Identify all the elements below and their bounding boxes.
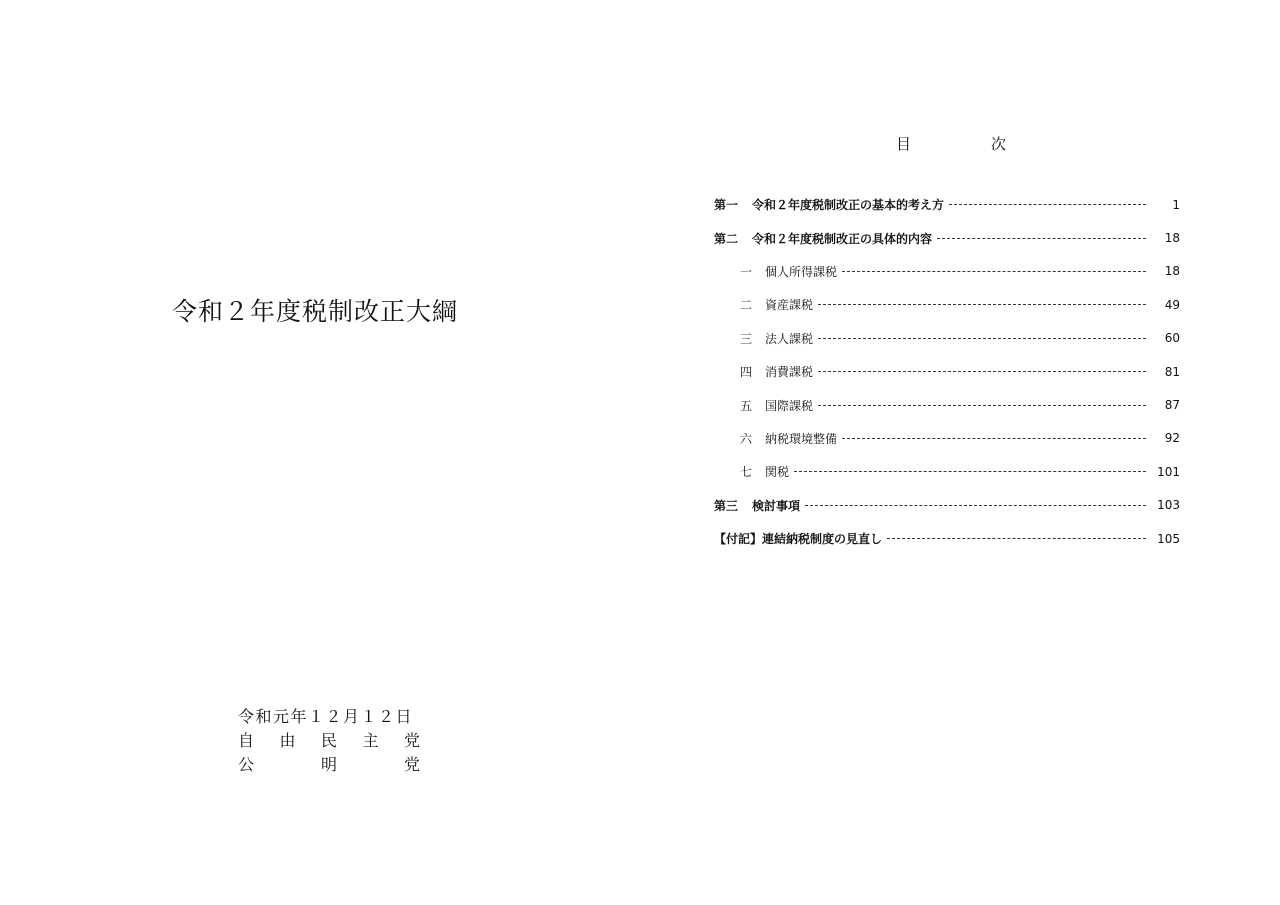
toc-entry-label: 令和２年度税制改正の基本的考え方 <box>752 198 945 213</box>
toc-entry-label: 令和２年度税制改正の具体的内容 <box>752 231 933 246</box>
toc-entry[interactable] <box>714 288 1180 321</box>
toc-entry[interactable] <box>714 388 1180 421</box>
document-title: 令和２年度税制改正大綱 <box>172 297 459 326</box>
toc-entry-number: 一 <box>740 264 753 279</box>
party-char: 由 <box>279 731 296 750</box>
toc-entry-label: 連結納税制度の見直し <box>762 532 883 547</box>
party-char: 民 <box>320 731 337 750</box>
toc-entry-page: 81 <box>1164 364 1180 379</box>
toc-entry-number: 六 <box>740 431 753 446</box>
toc-entry-page: 105 <box>1157 531 1180 546</box>
toc-leader-dashes <box>818 405 1146 406</box>
toc-entry-number: 第二 <box>714 231 739 246</box>
toc-entry-page: 103 <box>1157 498 1180 513</box>
toc-leader-dashes <box>937 238 1146 239</box>
toc-entry[interactable] <box>714 322 1180 355</box>
toc-leader-dashes <box>818 371 1146 372</box>
toc-entry[interactable] <box>714 255 1180 288</box>
toc-heading <box>896 133 1006 154</box>
toc-leader-dashes <box>818 338 1146 339</box>
party-char: 明 <box>320 755 337 774</box>
toc-entry-number: 五 <box>740 398 753 413</box>
toc-entry-label: 納税環境整備 <box>765 431 838 446</box>
toc-entry-number: 第一 <box>714 198 739 213</box>
toc-entry-page: 60 <box>1164 331 1180 346</box>
toc-entry-label: 個人所得課税 <box>765 264 838 279</box>
toc-leader-dashes <box>887 538 1146 539</box>
toc-entry-page: 87 <box>1164 398 1180 413</box>
toc-entry-number: 【付記】 <box>714 532 763 547</box>
toc-heading-char: 次 <box>990 135 1006 153</box>
toc-entry-label: 国際課税 <box>765 398 814 413</box>
party-char: 党 <box>403 731 420 750</box>
toc-entry-number: 第三 <box>714 498 739 513</box>
toc-entry-page: 18 <box>1164 264 1180 279</box>
party-name-ldp <box>238 729 420 753</box>
toc-page <box>640 0 1280 905</box>
toc-entry-page: 101 <box>1157 464 1180 479</box>
toc-entry-number: 三 <box>740 331 753 346</box>
toc-entry-label: 関税 <box>765 465 790 480</box>
toc-entry-label: 法人課税 <box>765 331 814 346</box>
toc-entry[interactable] <box>714 355 1180 388</box>
toc-entry-label: 資産課税 <box>765 298 814 313</box>
toc-list <box>714 188 1180 555</box>
toc-leader-dashes <box>805 505 1146 506</box>
toc-entry-label: 検討事項 <box>752 498 801 513</box>
toc-leader-dashes <box>842 438 1146 439</box>
party-char: 党 <box>403 755 420 774</box>
party-name-komeito <box>238 753 420 777</box>
toc-entry[interactable] <box>714 455 1180 488</box>
toc-leader-dashes <box>842 271 1146 272</box>
issuer-block <box>238 705 420 777</box>
toc-entry-page: 1 <box>1172 197 1180 212</box>
toc-heading-char: 目 <box>896 135 912 153</box>
toc-entry[interactable] <box>714 188 1180 221</box>
toc-entry[interactable] <box>714 489 1180 522</box>
toc-leader-dashes <box>949 204 1146 205</box>
party-char: 公 <box>238 755 255 774</box>
toc-entry[interactable] <box>714 522 1180 555</box>
toc-leader-dashes <box>794 471 1146 472</box>
toc-entry[interactable] <box>714 221 1180 254</box>
toc-entry-label: 消費課税 <box>765 365 814 380</box>
party-char: 自 <box>238 731 255 750</box>
toc-entry-number: 四 <box>740 365 753 380</box>
toc-entry-number: 二 <box>740 298 753 313</box>
toc-entry-page: 92 <box>1164 431 1180 446</box>
toc-entry-number: 七 <box>740 465 753 480</box>
issue-date: 令和元年１２月１２日 <box>238 707 414 726</box>
toc-entry-page: 49 <box>1164 297 1180 312</box>
toc-entry[interactable] <box>714 422 1180 455</box>
toc-leader-dashes <box>818 304 1146 305</box>
toc-entry-page: 18 <box>1164 231 1180 246</box>
party-char: 主 <box>362 731 379 750</box>
